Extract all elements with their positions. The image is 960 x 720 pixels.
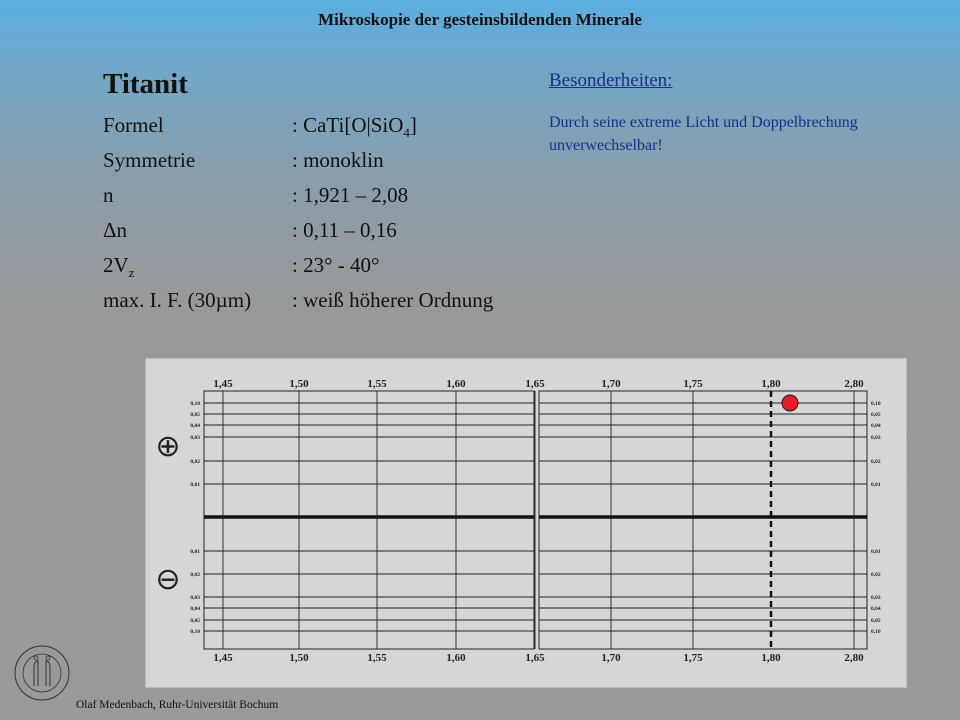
x-tick-label-top: 1,50 xyxy=(289,378,309,390)
y-tick-label-left: 0,10 xyxy=(190,629,200,635)
y-tick-label-right: 0,04 xyxy=(871,606,881,612)
x-tick-label-bottom: 1,70 xyxy=(601,652,621,664)
y-tick-label-left: 0,05 xyxy=(190,412,200,418)
property-label: Symmetrie xyxy=(103,148,196,172)
property-value: : 1,921 – 2,08 xyxy=(292,183,409,207)
x-tick-label-bottom: 1,45 xyxy=(213,652,233,664)
x-tick-label-bottom: 1,80 xyxy=(761,652,781,664)
property-value: : monoklin xyxy=(292,148,384,172)
y-tick-label-left: 0,02 xyxy=(190,572,200,578)
property-value: : weiß höherer Ordnung xyxy=(292,288,494,312)
x-tick-label-top: 2,80 xyxy=(844,378,864,390)
y-tick-label-left: 0,03 xyxy=(190,435,200,441)
x-tick-label-top: 1,60 xyxy=(446,378,466,390)
university-seal-icon xyxy=(12,642,72,704)
x-tick-label-top: 1,45 xyxy=(213,378,233,390)
y-tick-label-left: 0,04 xyxy=(190,423,200,429)
x-tick-label-top: 1,55 xyxy=(367,378,387,390)
notes-text: Durch seine extreme Licht und Doppelbrechung unverwechselbar! xyxy=(549,114,858,154)
y-tick-label-right: 0,04 xyxy=(871,423,881,429)
y-tick-label-left: 0,01 xyxy=(190,549,200,555)
y-tick-label-left: 0,10 xyxy=(190,401,200,407)
slide-header: Mikroskopie der gesteinsbildenden Minerale xyxy=(318,10,642,29)
x-tick-label-bottom: 1,55 xyxy=(367,652,387,664)
x-tick-label-top: 1,80 xyxy=(761,378,781,390)
y-tick-label-right: 0,03 xyxy=(871,435,881,441)
x-tick-label-bottom: 1,50 xyxy=(289,652,309,664)
y-tick-label-left: 0,04 xyxy=(190,606,200,612)
y-tick-label-right: 0,03 xyxy=(871,595,881,601)
positive-sign-icon: ⊕ xyxy=(155,429,181,464)
x-tick-label-bottom: 1,60 xyxy=(446,652,466,664)
chart-frame-right xyxy=(539,391,867,649)
y-tick-label-right: 0,10 xyxy=(871,401,881,407)
footer-credit: Olaf Medenbach, Ruhr-Universität Bochum xyxy=(76,699,279,711)
property-label: max. I. F. (30µm) xyxy=(103,288,252,312)
property-value: : 0,11 – 0,16 xyxy=(292,218,397,242)
negative-sign-icon: ⊖ xyxy=(155,562,181,597)
x-tick-label-top: 1,75 xyxy=(683,378,703,390)
property-value: : CaTi[O|SiO$_4$] xyxy=(292,113,417,141)
y-tick-label-right: 0,01 xyxy=(871,549,881,555)
data-marker xyxy=(782,395,798,411)
x-tick-label-bottom: 2,80 xyxy=(844,652,864,664)
x-tick-label-top: 1,65 xyxy=(525,378,545,390)
y-tick-label-right: 0,01 xyxy=(871,482,881,488)
birefringence-chart xyxy=(145,358,907,688)
y-tick-label-right: 0,05 xyxy=(871,618,881,624)
chart-canvas xyxy=(146,359,906,687)
chart-frame-left xyxy=(204,391,534,649)
x-tick-label-bottom: 1,75 xyxy=(683,652,703,664)
mineral-title: Titanit xyxy=(103,68,188,100)
y-tick-label-left: 0,03 xyxy=(190,595,200,601)
y-tick-label-right: 0,02 xyxy=(871,459,881,465)
property-label: n xyxy=(103,183,114,207)
property-value: : 23° - 40° xyxy=(292,253,380,277)
property-label: Δn xyxy=(103,218,128,242)
y-tick-label-right: 0,02 xyxy=(871,572,881,578)
property-label: $2V_z$ xyxy=(103,253,135,281)
notes-heading: Besonderheiten: xyxy=(549,70,673,91)
x-tick-label-bottom: 1,65 xyxy=(525,652,545,664)
y-tick-label-left: 0,01 xyxy=(190,482,200,488)
y-tick-label-left: 0,05 xyxy=(190,618,200,624)
y-tick-label-right: 0,10 xyxy=(871,629,881,635)
y-tick-label-right: 0,05 xyxy=(871,412,881,418)
y-tick-label-left: 0,02 xyxy=(190,459,200,465)
x-tick-label-top: 1,70 xyxy=(601,378,621,390)
property-label: Formel xyxy=(103,113,164,137)
